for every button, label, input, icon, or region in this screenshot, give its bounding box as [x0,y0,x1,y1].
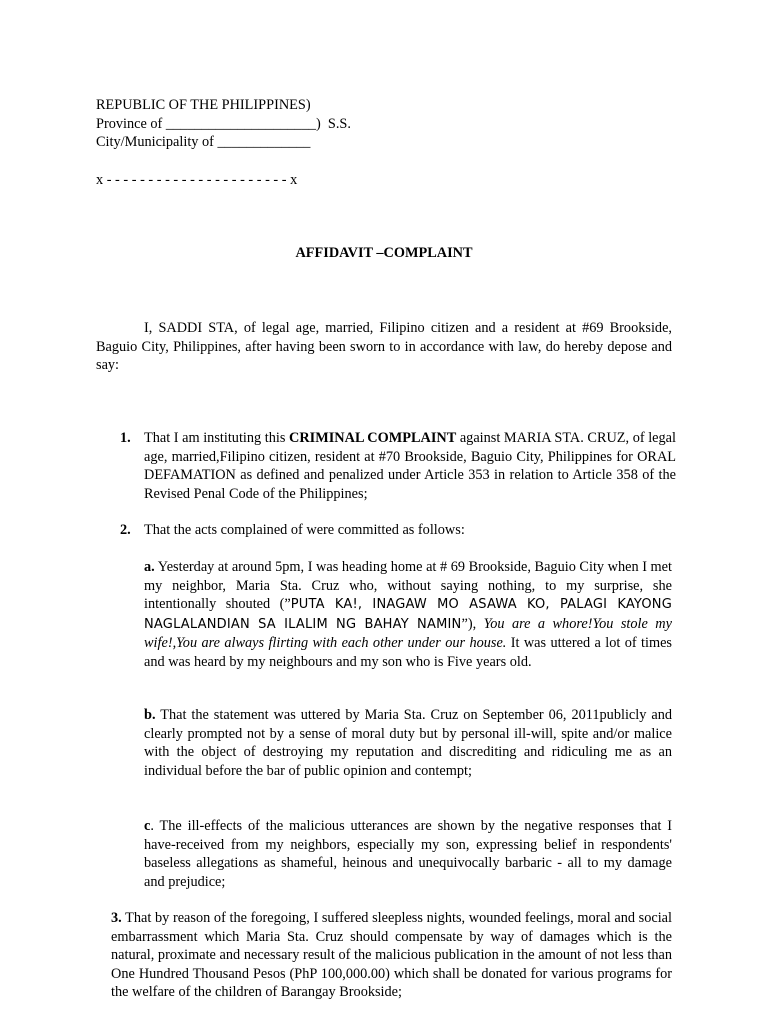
quoted-translation: You are a whore!You stole my wife!,You are always flirting with each other under our house. [144,615,672,651]
item-text: against MARIA STA. CRUZ, of legal age, married,Filipino citizen, resident at #70 Brookside, Baguio City, Philippines for ORAL DEFAMATION as defined and penalized under Article 353 in relation to Article 358 of the Revised Penal Code of the Philippines; [144,430,676,502]
sub-item-text: Yesterday at around 5pm, I was heading home at # 69 Brookside, Baguio City when I met my neighbor, Maria Sta. Cruz who, without saying nothing, to my surprise, she intentionally shouted (” [144,559,672,612]
intro-text: I, SADDI STA, of legal age, married, Filipino citizen and a resident at #69 Brookside, Baguio City, Philippines, after having been sworn to in accordance with law, do hereby depose and say: [96,320,672,373]
numbered-item-1 [120,429,676,503]
item-number: 1. [120,430,131,446]
item-text: That the acts complained of were committed as follows: [144,522,465,538]
item-text: That I am instituting this [144,430,290,446]
header-province: Province of _____________________) S.S. [96,115,351,132]
header-city: City/Municipality of _____________ [96,134,311,150]
sub-item-label: a. [144,559,155,575]
intro-paragraph [96,319,672,375]
sub-item-text: It was uttered a lot of times and was heard by my neighbours and my son who is Five years old. [144,635,672,670]
sub-item-label: c [144,818,151,834]
caption-separator: x - - - - - - - - - - - - - - - - - - - - - - x [96,172,298,188]
sub-item-text: . The ill-effects of the malicious utterances are shown by the negative responses that I have-received from my neighbors, especially my son, expressing belief in respondents' baseless allegations as shameful, heinous and unequivocally barbaric - all to my damage and prejudice; [144,818,672,890]
header-republic: REPUBLIC OF THE PHILIPPINES) [96,97,311,113]
item-number: 2. [120,522,131,538]
sub-item-label: b. [144,707,156,723]
document-title: AFFIDAVIT –COMPLAINT [295,245,473,261]
item-text: That by reason of the foregoing, I suffered sleepless nights, wounded feelings, moral and social embarrassment which Maria Sta. Cruz should compensate by way of damages which is the natural, proximate and necessary result of the malicious publication in the amount of not less than One Hundred Thousand Pesos (PhP 100,000.00) which shall be donated for various programs for the welfare of the children of Barangay Brookside; [111,910,672,1000]
sub-item-text: That the statement was uttered by Maria Sta. Cruz on September 06, 2011publicly and clearly prompted not by a sense of moral duty but by personal ill-will, spite and/or malice with the object of destroying my reputation and discrediting and ridiculing me as an individual before the bar of public opinion and contempt; [144,707,672,779]
sub-item-a [144,558,672,671]
document-header [96,96,351,152]
numbered-item-3 [111,909,672,1002]
numbered-item-2 [120,521,672,540]
item-bold-text: CRIMINAL COMPLAINT [289,430,457,446]
sub-item-c [144,817,672,891]
sub-item-text: ”), [461,615,484,632]
item-number: 3. [111,910,122,926]
quoted-tagalog-text: PUTA KA!, INAGAW MO ASAWA KO, PALAGI KAYONG NAGLALANDIAN SA ILALIM NG BAHAY NAMIN [144,597,672,632]
sub-item-b [144,706,672,780]
